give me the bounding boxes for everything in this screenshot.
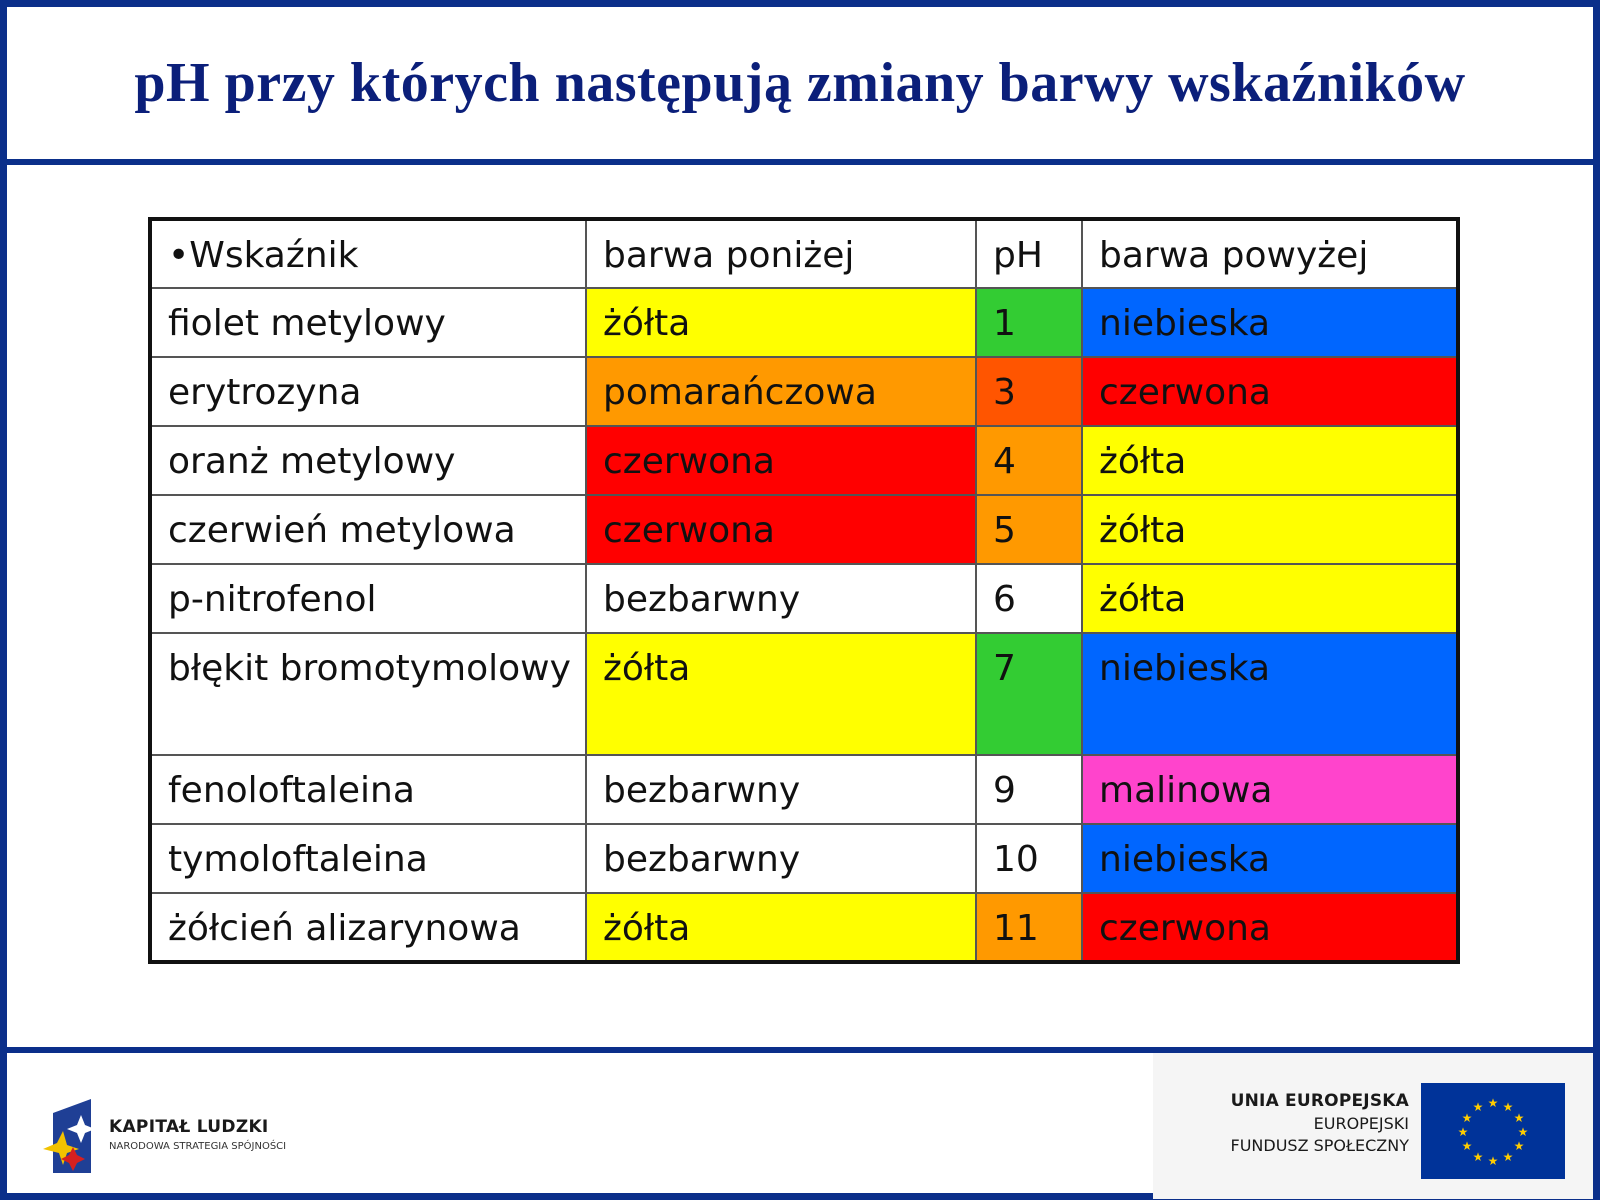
ph-value: 5	[976, 495, 1082, 564]
table-row	[150, 564, 1458, 633]
header-color-below: barwa poniżej	[586, 219, 976, 288]
svg-text:★: ★	[1457, 1125, 1469, 1139]
table-header-row	[150, 219, 1458, 288]
footer-logos	[7, 1047, 1593, 1199]
eu-text	[1231, 1091, 1410, 1155]
header-color-above: barwa powyżej	[1082, 219, 1458, 288]
table-row	[150, 633, 1458, 755]
header-ph: pH	[976, 219, 1082, 288]
indicator-table-wrapper	[148, 217, 1456, 964]
indicator-name: tymoloftaleina	[150, 824, 586, 893]
indicator-name: erytrozyna	[150, 357, 586, 426]
color-below: czerwona	[586, 426, 976, 495]
indicator-name: fiolet metylowy	[150, 288, 586, 357]
color-below: pomarańczowa	[586, 357, 976, 426]
indicator-name: fenoloftaleina	[150, 755, 586, 824]
color-above: niebieska	[1082, 288, 1458, 357]
svg-text:★: ★	[1517, 1125, 1529, 1139]
kapital-ludzki-text	[109, 1117, 286, 1152]
color-above: żółta	[1082, 495, 1458, 564]
color-above: niebieska	[1082, 824, 1458, 893]
kapital-ludzki-logo-icon	[43, 1093, 103, 1179]
table-row	[150, 426, 1458, 495]
indicator-name: oranż metylowy	[150, 426, 586, 495]
eu-title: UNIA EUROPEJSKA	[1230, 1091, 1409, 1111]
ph-value: 6	[976, 564, 1082, 633]
color-above: niebieska	[1082, 633, 1458, 755]
eu-line-2: FUNDUSZ SPOŁECZNY	[1230, 1136, 1409, 1155]
indicator-table	[148, 217, 1460, 964]
header-indicator: •Wskaźnik	[150, 219, 586, 288]
color-above: malinowa	[1082, 755, 1458, 824]
color-below: żółta	[586, 633, 976, 755]
indicator-name: żółcień alizarynowa	[150, 893, 586, 962]
color-above: czerwona	[1082, 893, 1458, 962]
table-row	[150, 824, 1458, 893]
eu-line-1: EUROPEJSKI	[1313, 1114, 1409, 1133]
table-row	[150, 755, 1458, 824]
svg-text:★: ★	[1513, 1111, 1525, 1125]
ph-value: 1	[976, 288, 1082, 357]
title-band	[7, 7, 1593, 165]
indicator-name: p-nitrofenol	[150, 564, 586, 633]
svg-text:★: ★	[1472, 1150, 1484, 1164]
table-row	[150, 357, 1458, 426]
color-below: żółta	[586, 288, 976, 357]
svg-text:★: ★	[1461, 1111, 1473, 1125]
svg-text:★: ★	[1487, 1096, 1499, 1110]
svg-text:★: ★	[1502, 1100, 1514, 1114]
svg-text:★: ★	[1472, 1100, 1484, 1114]
table-row	[150, 495, 1458, 564]
ph-value: 7	[976, 633, 1082, 755]
indicator-name: czerwień metylowa	[150, 495, 586, 564]
color-below: bezbarwny	[586, 824, 976, 893]
eu-flag-icon	[1421, 1083, 1565, 1179]
ph-value: 11	[976, 893, 1082, 962]
ph-value: 4	[976, 426, 1082, 495]
color-below: żółta	[586, 893, 976, 962]
table-row	[150, 288, 1458, 357]
ph-value: 10	[976, 824, 1082, 893]
indicator-name: błękit bromotymolowy	[150, 633, 586, 755]
color-above: czerwona	[1082, 357, 1458, 426]
color-above: żółta	[1082, 426, 1458, 495]
kapital-ludzki-title: KAPITAŁ LUDZKI	[109, 1117, 269, 1137]
table-row	[150, 893, 1458, 962]
svg-text:★: ★	[1487, 1154, 1499, 1168]
ph-value: 3	[976, 357, 1082, 426]
eu-logo-panel	[1153, 1053, 1593, 1199]
svg-text:★: ★	[1502, 1150, 1514, 1164]
ph-value: 9	[976, 755, 1082, 824]
svg-text:★: ★	[1513, 1139, 1525, 1153]
color-below: czerwona	[586, 495, 976, 564]
color-above: żółta	[1082, 564, 1458, 633]
color-below: bezbarwny	[586, 755, 976, 824]
kapital-ludzki-subtitle: NARODOWA STRATEGIA SPÓJNOŚCI	[109, 1141, 287, 1152]
color-below: bezbarwny	[586, 564, 976, 633]
svg-text:★: ★	[1461, 1139, 1473, 1153]
slide-title: pH przy których następują zmiany barwy wskaźników	[134, 52, 1466, 114]
